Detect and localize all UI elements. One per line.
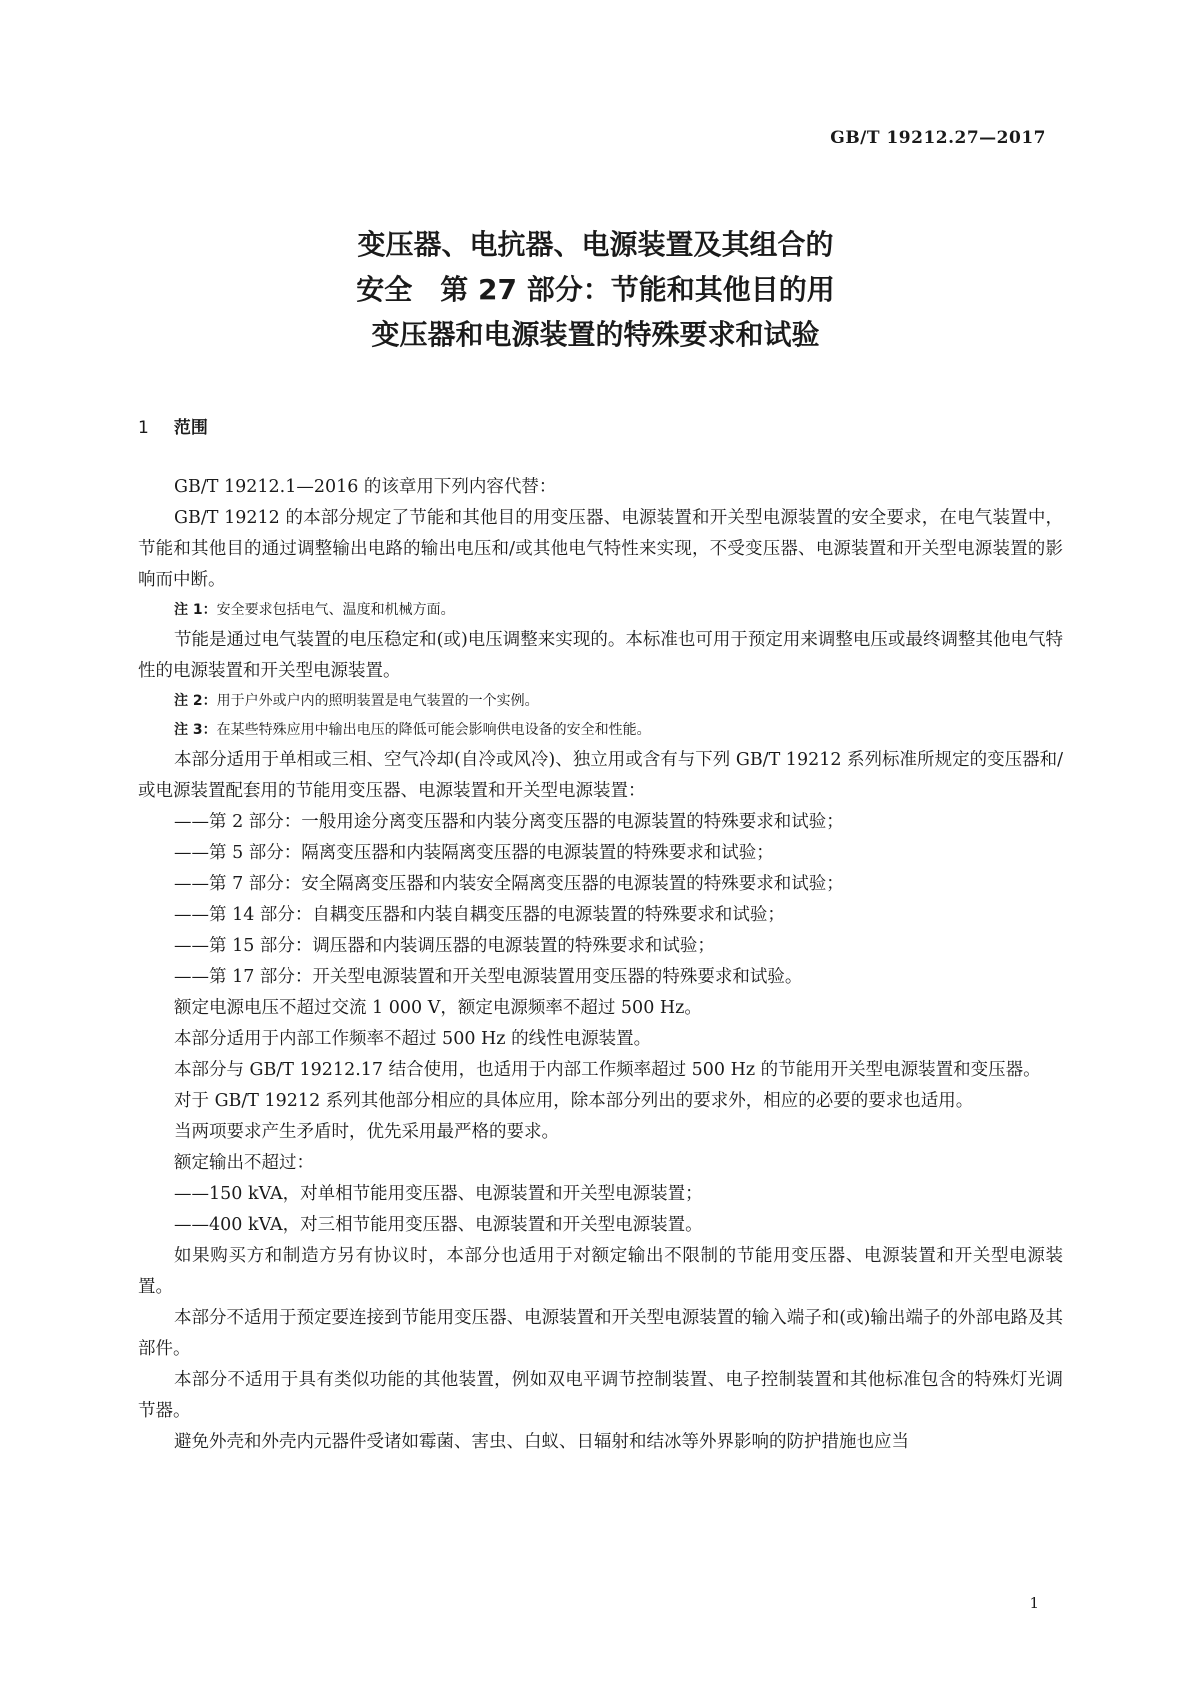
list-item: ——第 17 部分：开关型电源装置和开关型电源装置用变压器的特殊要求和试验。: [174, 967, 803, 987]
paragraph: GB/T 19212 的本部分规定了节能和其他目的用变压器、电源装置和开关型电源装置的安全要求，在电气装置中，节能和其他目的通过调整输出电路的输出电压和/或其他电气特性来实现，不受变压器、电源装置和开关型电源装置的影响而中断。: [138, 508, 1063, 590]
paragraph: 额定电源电压不超过交流 1 000 V，额定电源频率不超过 500 Hz。: [174, 998, 702, 1018]
standard-code: GB/T 19212.27—2017: [830, 128, 1046, 148]
list-item: ——第 7 部分：安全隔离变压器和内装安全隔离变压器的电源装置的特殊要求和试验；: [174, 874, 844, 894]
document-title: [0, 222, 1191, 357]
section-body: [138, 472, 1063, 1458]
note-label: 注 1：: [174, 602, 217, 618]
paragraph: 节能是通过电气装置的电压稳定和(或)电压调整来实现的。本标准也可用于预定用来调整电压或最终调整其他电气特性的电源装置和开关型电源装置。: [138, 630, 1063, 681]
paragraph: 本部分不适用于具有类似功能的其他装置，例如双电平调节控制装置、电子控制装置和其他标准包含的特殊灯光调节器。: [138, 1370, 1063, 1421]
note: [138, 716, 1063, 745]
title-line: 安全 第 27 部分：节能和其他目的用: [356, 273, 835, 306]
paragraph: 本部分适用于单相或三相、空气冷却(自冷或风冷)、独立用或含有与下列 GB/T 19212 系列标准所规定的变压器和/或电源装置配套用的节能用变压器、电源装置和开关型电源装置：: [138, 750, 1063, 801]
section-title: 范围: [173, 418, 208, 438]
page-number: 1: [1029, 1594, 1039, 1612]
note: [138, 596, 1063, 625]
section-number: 1: [138, 418, 149, 438]
list-item: ——第 2 部分：一般用途分离变压器和内装分离变压器的电源装置的特殊要求和试验；: [174, 812, 844, 832]
note: [138, 687, 1063, 716]
paragraph: GB/T 19212.1—2016 的该章用下列内容代替：: [174, 477, 557, 497]
section-heading: [138, 413, 208, 438]
list-item: ——150 kVA，对单相节能用变压器、电源装置和开关型电源装置；: [174, 1184, 703, 1204]
paragraph: 本部分与 GB/T 19212.17 结合使用，也适用于内部工作频率超过 500 Hz 的节能用开关型电源装置和变压器。: [174, 1060, 1041, 1080]
list-item: ——第 15 部分：调压器和内装调压器的电源装置的特殊要求和试验；: [174, 936, 715, 956]
note-label: 注 3：: [174, 722, 217, 738]
paragraph: 本部分不适用于预定要连接到节能用变压器、电源装置和开关型电源装置的输入端子和(或)输出端子的外部电路及其部件。: [138, 1308, 1063, 1359]
note-text: 在某些特殊应用中输出电压的降低可能会影响供电设备的安全和性能。: [216, 722, 651, 738]
paragraph: 如果购买方和制造方另有协议时，本部分也适用于对额定输出不限制的节能用变压器、电源装置和开关型电源装置。: [138, 1246, 1063, 1297]
paragraph: 避免外壳和外壳内元器件受诸如霉菌、害虫、白蚁、日辐射和结冰等外界影响的防护措施也应当: [174, 1432, 909, 1452]
list-item: ——400 kVA，对三相节能用变压器、电源装置和开关型电源装置。: [174, 1215, 703, 1235]
paragraph: 对于 GB/T 19212 系列其他部分相应的具体应用，除本部分列出的要求外，相应的必要的要求也适用。: [174, 1091, 974, 1111]
note-text: 用于户外或户内的照明装置是电气装置的一个实例。: [216, 693, 539, 709]
paragraph: 本部分适用于内部工作频率不超过 500 Hz 的线性电源装置。: [174, 1029, 652, 1049]
note-label: 注 2：: [174, 693, 217, 709]
list-item: ——第 5 部分：隔离变压器和内装隔离变压器的电源装置的特殊要求和试验；: [174, 843, 774, 863]
title-line: 变压器、电抗器、电源装置及其组合的: [357, 228, 834, 261]
note-text: 安全要求包括电气、温度和机械方面。: [216, 602, 455, 618]
paragraph: 当两项要求产生矛盾时，优先采用最严格的要求。: [174, 1122, 559, 1142]
paragraph: 额定输出不超过：: [174, 1153, 314, 1173]
title-line: 变压器和电源装置的特殊要求和试验: [371, 318, 820, 351]
list-item: ——第 14 部分：自耦变压器和内装自耦变压器的电源装置的特殊要求和试验；: [174, 905, 785, 925]
